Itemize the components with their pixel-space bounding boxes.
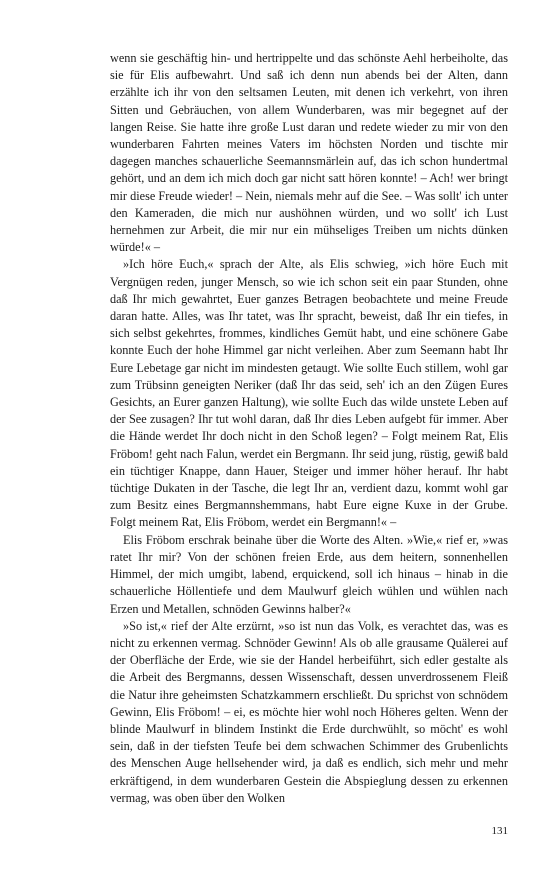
paragraph: »Ich höre Euch,« sprach der Alte, als Elis schwieg, »ich höre Euch mit Vergnügen reden, junger Mensch, so wie ich schon seit ein paar Stunden, ohne daß Ihr mich gewahrtet, Euer ganzes Betragen beobachtete und meine Freude daran hatte. Alles, was Ihr tatet, was Ihr spracht, beweist, daß Ihr ein tiefes, in sich selbst gekehrtes, frommes, kindliches Gemüt habt, und eine schönere Gabe konnte Euch der hohe Himmel gar nicht verleihen. Aber zum Seemann habt Ihr Eure Lebetage gar nicht im mindesten getaugt. Wie sollte Euch stillem, wohl gar zum Trübsinn geneigten Neriker (daß Ihr das seid, seh' ich an den Zügen Eures Gesichts, an Eurer ganzen Haltung), wie sollte Euch das wilde unstete Leben auf der See zusagen? Ihr tut wohl daran, daß Ihr dies Leben aufgebt für immer. Aber die Hände werdet Ihr doch nicht in den Schoß legen? – Folgt meinem Rat, Elis Fröbom! geht nach Falun, werdet ein Bergmann. Ihr seid jung, rüstig, gewiß bald ein tüchtiger Knappe, dann Hauer, Steiger und immer höher herauf. Ihr habt tüchtige Dukaten in der Tasche, die legt Ihr an, verdient dazu, kommt wohl gar zum Besitz eines Bergmannshemmans, habt Eure eigne Kuxe in der Grube. Folgt meinem Rat, Elis Fröbom, werdet ein Bergmann!« – [110,257,508,530]
body-text [110,50,508,807]
paragraph: Elis Fröbom erschrak beinahe über die Worte des Alten. »Wie,« rief er, »was ratet Ihr mir? Von der schönen freien Erde, aus dem heitern, sonnenhellen Himmel, der mich umgibt, labend, erquickend, soll ich hinaus – hinab in die schauerliche Höllentiefe und dem Maulwurf gleich wühlen und wühlen nach Erzen und Metallen, schnöden Gewinns halber?« [110,532,508,616]
paragraph-continuation: wenn sie geschäftig hin- und hertrippelte und das schönste Aehl herbeiholte, das sie für Elis aufbewahrt. Und saß ich denn nun abends bei der Alten, dann erzählte ich ihr von den seltsamen Leuten, mit denen ich verkehrt, von ihren Sitten und Gebräuchen, von allem Wunderbaren, was mir begegnet auf der langen Reise. Sie hatte ihre große Lust daran und redete wieder zu mir von den wunderbaren Fahrten meines Vaters im höchsten Norden und tischte mir dagegen manches schauerliche Seemannsmärlein auf, das ich schon hundertmal gehört, und an dem ich mich doch gar nicht satt hören konnte! – Ach! wer bringt mir diese Freude wieder! – Nein, niemals mehr auf die See. – Was sollt' ich unter den Kameraden, die mich nur aushöhnen würden, und wo sollt' ich Lust hernehmen zur Arbeit, die mir nur ein mühseliges Treiben um nichts dünken würde!« – [110,51,508,255]
page-number: 131 [491,825,508,837]
paragraph: »So ist,« rief der Alte erzürnt, »so ist nun das Volk, es verachtet das, was es nicht zu erkennen vermag. Schnöder Gewinn! Als ob alle grausame Quälerei auf der Oberfläche der Erde, wie sie der Handel herbeiführt, sich edler gestalte als die Arbeit des Bergmanns, dessen Wissenschaft, dessen unverdrossenem Fleiß die Natur ihre geheimsten Schatzkammern erschließt. Du sprichst von schnödem Gewinn, Elis Fröbom! – ei, es möchte hier wohl noch Höheres gelten. Wenn der blinde Maulwurf in blindem Instinkt die Erde durchwühlt, so möcht' es wohl sein, daß in der tiefsten Teufe bei dem schwachen Schimmer des Grubenlichts des Menschen Auge hellsehender wird, ja daß es endlich, sich mehr und mehr erkräftigend, in dem wunderbaren Gestein die Abspieglung dessen zu erkennen vermag, was oben über den Wolken [110,618,508,805]
